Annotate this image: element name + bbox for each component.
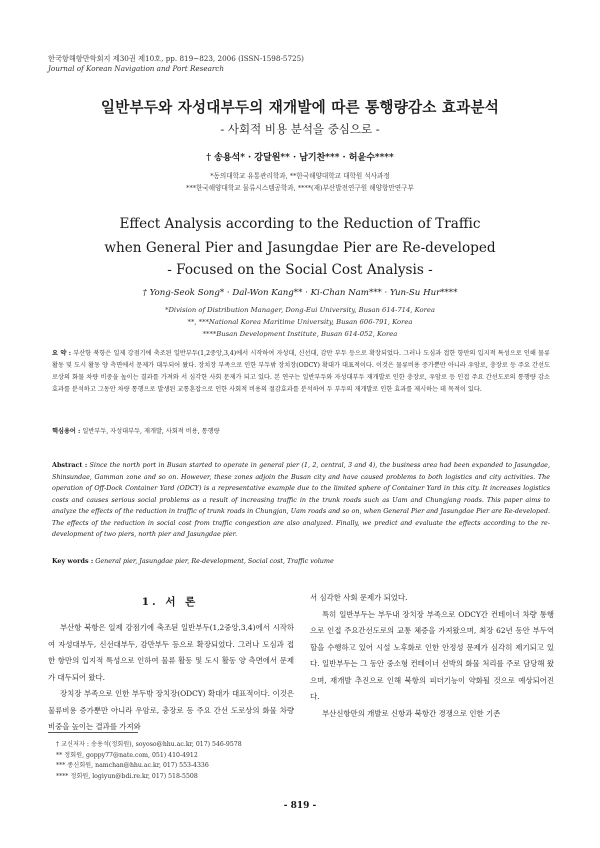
title-english-line-1: Effect Analysis according to the Reduction of Traffic — [119, 216, 481, 232]
journal-header — [48, 54, 304, 74]
footnote-author-4: **** 정회원, logiyun@bdi.re.kr, 017) 518-5508 — [56, 772, 198, 780]
abstract-korean-label: 요 약 : — [52, 350, 72, 357]
title-english-line-2: when General Pier and Jasungdae Pier are Re-developed — [104, 240, 496, 256]
authors-korean: † 송용석* · 강달원** · 남기찬*** · 허윤수**** — [206, 153, 394, 163]
keywords-korean — [52, 426, 550, 438]
title-korean: 일반부두와 자성대부두의 재개발에 따른 통행량감소 효과분석 — [100, 99, 500, 116]
body-right-paragraph-2: 특히 일반부두는 부두내 장치장 부족으로 ODCY간 컨테이너 차량 통행으로 인접 주요간선도로의 교통 체증을 가져왔으며, 최장 62년 동안 부두역할을 수행하고 있어 시설 노후화로 인한 안정성 문제가 심각히 제기되고 있다. 일반부두는 그 동안 중소형 컨테이너 선박의 화물 처리를 주로 담당해 왔으며, 재개발 추진으로 인해 북항의 피더기능이 약화될 것으로 예상되어진다. — [310, 609, 554, 701]
keywords-english — [52, 556, 550, 568]
footnote-divider — [48, 732, 138, 733]
section-heading-introduction: 1. 서 론 — [141, 596, 199, 608]
affiliation-english-2: **, ***National Korea Maritime University, Busan 606-791, Korea — [187, 318, 413, 326]
footnotes — [56, 740, 296, 782]
abstract-english-text: Since the north port in Busan started to operate in general pier (1, 2, central, 3 and 4), the business area had been expanded to Jasungdae, Shinsundae, Gamman zone and so on. However, these zones adjoin the Busan city and have caused problems to both logistics and city activities. The operation of Off-Dock Container Yard (ODCY) is a representative example due to the limited sphere of Container Yard in this city. It increases logistics costs and causes serious social problems as a result of increasing traffic in the trunk roads such as Uam and Chungjang roads. This paper aims to analyze the effects of the reduction in traffic of trunk roads in Chungjan, Uam roads and so on, when General Pier and Jasungdae Pier are Re-developed. The effects of the reduction in social cost from traffic congestion are also analyzed. Finally, we predict and evaluate the effects according to the re-development of two piers, north pier and Jasungdae pier. — [52, 461, 550, 538]
abstract-english-label: Abstract : — [52, 461, 88, 469]
abstract-korean — [52, 348, 550, 396]
abstract-english — [52, 460, 550, 541]
journal-citation: 한국항해항만학회지 제30권 제10호, pp. 819~823, 2006 (ISSN-1598-5725) — [48, 54, 304, 63]
affiliation-english-1: *Division of Distribution Manager, Dong-Eui University, Busan 614-714, Korea — [165, 306, 435, 314]
title-english-line-3: - Focused on the Social Cost Analysis - — [167, 262, 433, 278]
abstract-korean-text: 부산항 북항은 일제 강점기에 축조된 일반부두(1,2중앙,3,4)에서 시작하여 자성대, 신선대, 감만 부두 등으로 확장되었다. 그러나 도심과 접한 항만의 입지적 특성으로 인해 물류 활동 및 도시 활동 양 측면에서 문제가 대두되어 왔다. 장치장 부족으로 인한 부두밖 장치장(ODCY) 확대가 대표적이다. 이것은 물류비용 증가뿐만 아니라 우암로, 충장로 등 주요 간선도로상의 화물 차량 비중을 높이는 결과를 가져와 서 심각한 사회 문제가 되고 있다. 본 연구는 일반부두와 자성대부두 재개발로 인한 충장로, 우암로 등 인접 주요 간선도로의 통행량 감소 효과를 분석하고 그동안 차량 통행으로 발생된 교통혼잡으로 인한 사회적 비용의 절감효과를 분석하여 두 부두의 재개발로 인한 효과를 제시하는 데 목적이 있다. — [52, 350, 551, 393]
affiliation-korean-1: *동의대학교 유통관리학과, **한국해양대학교 대학원 석사과정 — [210, 172, 390, 180]
subtitle-korean: - 사회적 비용 분석을 중심으로 - — [220, 122, 380, 136]
page-number: - 819 - — [283, 801, 317, 811]
keywords-korean-text: 일반부두, 자성대부두, 재개발, 사회적 비용, 통행량 — [82, 428, 220, 435]
authors-english: † Yong-Seok Song* · Dal-Won Kang** · Ki-Chan Nam*** · Yun-Su Hur**** — [142, 288, 458, 298]
keywords-english-label: Key words : — [52, 557, 94, 565]
body-right-column — [310, 590, 554, 722]
affiliation-korean-2: ***한국해양대학교 물류시스템공학과, ****(재)부산발전연구원 해양항만연구부 — [186, 184, 414, 192]
affiliation-english-3: ****Busan Development Institute, Busan 614-052, Korea — [202, 330, 398, 338]
footnote-corresponding-author: † 교신저자 : 송용석(정회원), soyoso@hhu.ac.kr, 017) 546-9578 — [56, 741, 242, 748]
footnote-author-2: ** 정회원, goppy77@nate.com, 051) 410-4912 — [56, 751, 198, 759]
keywords-korean-label: 핵심용어 : — [52, 428, 81, 435]
body-left-paragraph-1: 부산항 북항은 일제 강점기에 축조된 일반부두(1,2중앙,3,4)에서 시작하여 자성대부두, 신선대부두, 감만부두 등으로 확장되었다. 그러나 도심과 접한 항만의 입지적 특성으로 인하여 물류 활동 및 도시 활동 양 측면에서 문제가 대두되어 왔다. — [48, 623, 294, 682]
body-left-column — [48, 620, 294, 736]
journal-name: Journal of Korean Navigation and Port Research — [48, 64, 224, 73]
footnote-author-3: *** 종신회원, namchan@hhu.ac.kr, 017) 553-4336 — [56, 762, 209, 769]
keywords-english-text: General pier, Jasungdae pier, Re-development, Social cost, Traffic volume — [95, 557, 334, 565]
body-right-paragraph-1: 서 심각한 사회 문제가 되었다. — [310, 593, 408, 602]
body-left-paragraph-2: 장치장 부족으로 인한 부두밖 장치장(ODCY) 확대가 대표적이다. 이것은 물류비용 증가뿐만 아니라 우암로, 충장로 등 주요 간선 도로상의 화물 차량 비중을 높이는 결과를 가져와 — [48, 689, 294, 731]
body-right-paragraph-3: 부산신항만의 개발로 신항과 북항간 경쟁으로 인한 기존 — [322, 708, 501, 718]
